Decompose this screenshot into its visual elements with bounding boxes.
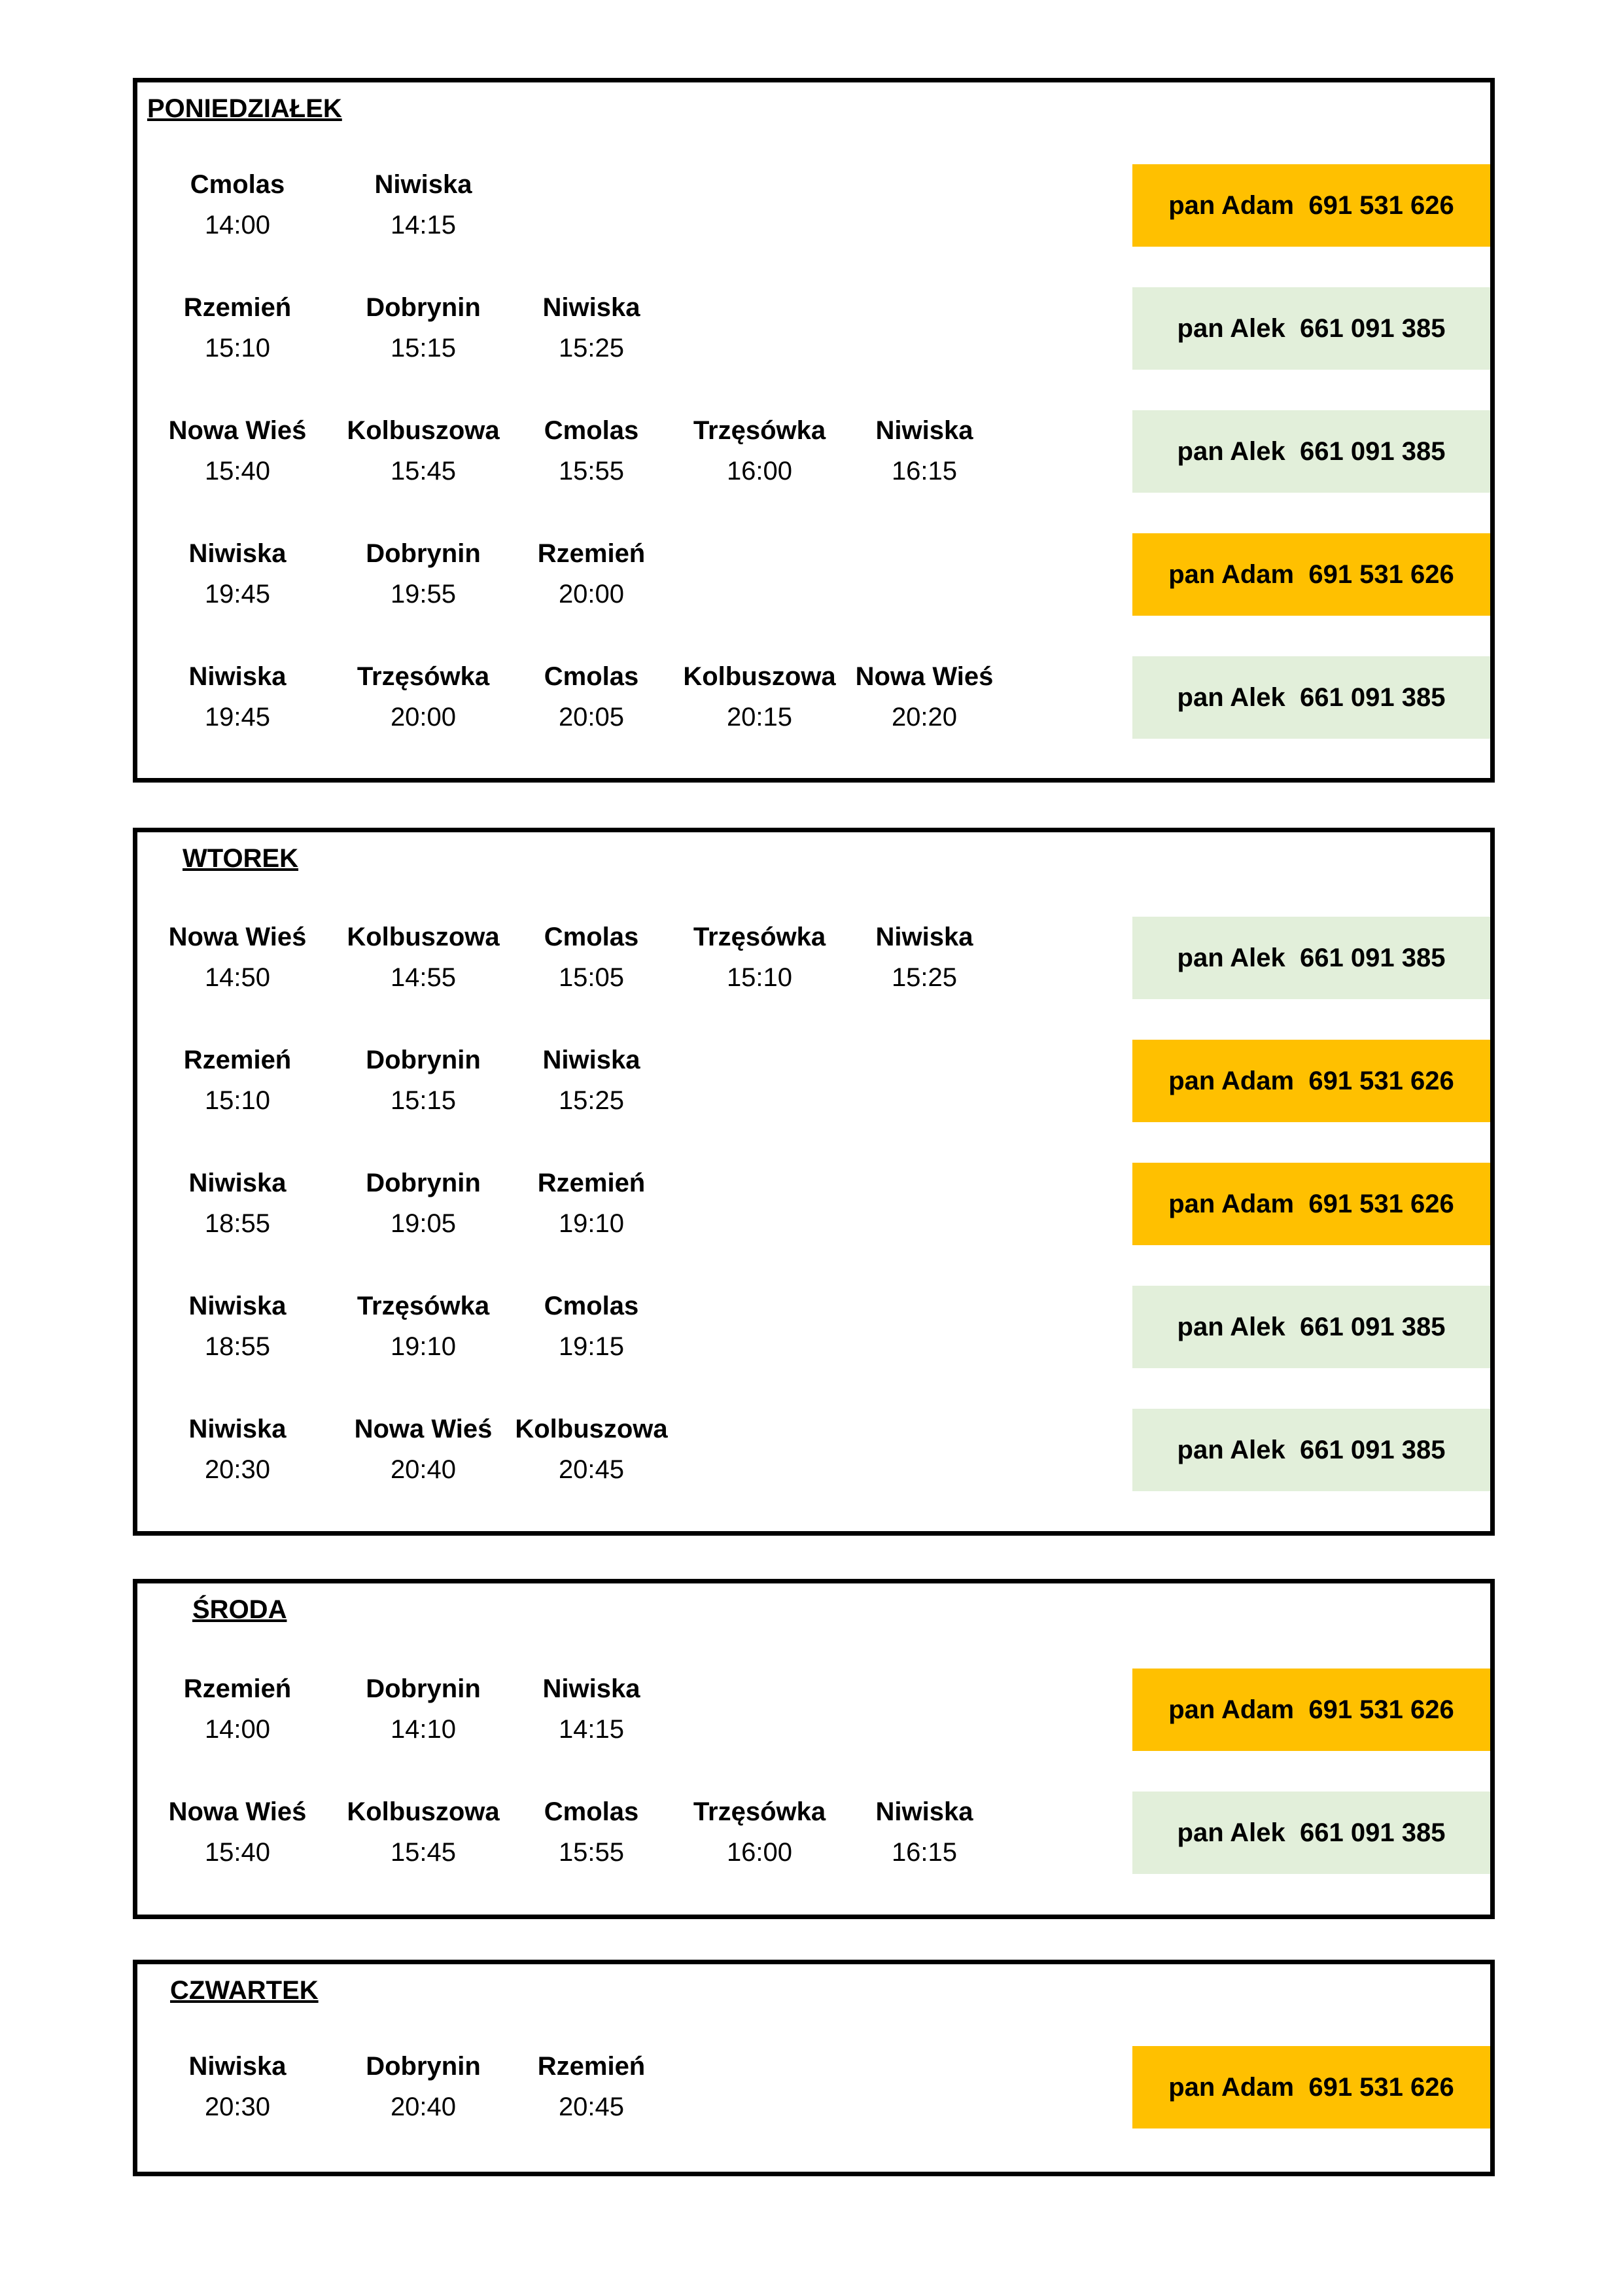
stop-name: Rzemień [183, 1046, 292, 1074]
stop [503, 1409, 680, 1490]
stop-name: Rzemień [537, 2052, 646, 2081]
day-title: WTOREK [183, 844, 299, 873]
stop-time: 15:25 [558, 334, 625, 362]
stop-name: Kolbuszowa [515, 1415, 668, 1443]
stop [335, 1792, 512, 1873]
day-box-wtorek [133, 828, 1495, 1536]
stop-time: 15:40 [204, 457, 271, 486]
stop [503, 656, 680, 737]
stop [149, 1163, 326, 1244]
stop [836, 1792, 1013, 1873]
driver-badge-adam: pan Adam 691 531 626 [1132, 533, 1490, 616]
stop-name: Cmolas [544, 1797, 639, 1826]
stop-time: 15:55 [558, 1838, 625, 1867]
stop-name: Cmolas [544, 923, 639, 951]
stop-time: 16:00 [726, 457, 793, 486]
stop-name: Niwiska [188, 1292, 287, 1320]
stop-time: 20:30 [204, 1455, 271, 1484]
stop-time: 19:45 [204, 580, 271, 609]
stop-time: 18:55 [204, 1332, 271, 1361]
stop [149, 1286, 326, 1367]
stop [836, 656, 1013, 737]
stop-name: Rzemień [537, 1169, 646, 1197]
stop-name: Rzemień [183, 293, 292, 322]
stop-time: 20:00 [558, 580, 625, 609]
stop-time: 20:20 [891, 703, 958, 732]
stop-name: Trzęsówka [357, 1292, 490, 1320]
stop-name: Kolbuszowa [347, 923, 500, 951]
driver-badge-alek: pan Alek 661 091 385 [1132, 1409, 1490, 1491]
stop-time: 15:40 [204, 1838, 271, 1867]
driver-badge-alek: pan Alek 661 091 385 [1132, 1286, 1490, 1368]
stop-time: 15:15 [390, 334, 457, 362]
route-row [137, 1040, 1490, 1122]
stop [503, 1669, 680, 1750]
stop-name: Nowa Wieś [168, 923, 307, 951]
stop [335, 1040, 512, 1121]
stop [503, 917, 680, 998]
stop-time: 20:45 [558, 2093, 625, 2121]
stop-name: Niwiska [542, 293, 640, 322]
stop [149, 1409, 326, 1490]
stop [671, 917, 848, 998]
stop-time: 19:05 [390, 1209, 457, 1238]
stop [335, 164, 512, 245]
route-row [137, 164, 1490, 247]
stop [149, 1040, 326, 1121]
stop [503, 410, 680, 491]
stop-time: 19:55 [390, 580, 457, 609]
stop [503, 2046, 680, 2127]
route-row [137, 410, 1490, 493]
stop-name: Rzemień [183, 1674, 292, 1703]
route-row [137, 1409, 1490, 1491]
stop [335, 2046, 512, 2127]
stop-name: Nowa Wieś [168, 416, 307, 445]
stop-time: 15:55 [558, 457, 625, 486]
route-row [137, 533, 1490, 616]
stop [149, 917, 326, 998]
driver-badge-adam: pan Adam 691 531 626 [1132, 1040, 1490, 1122]
stop-name: Nowa Wieś [354, 1415, 493, 1443]
stop-time: 20:40 [390, 1455, 457, 1484]
stop-name: Nowa Wieś [855, 662, 994, 691]
stop [149, 164, 326, 245]
stop [149, 533, 326, 614]
driver-badge-alek: pan Alek 661 091 385 [1132, 410, 1490, 493]
stop-time: 19:10 [558, 1209, 625, 1238]
route-row [137, 1163, 1490, 1245]
driver-badge-adam: pan Adam 691 531 626 [1132, 1669, 1490, 1751]
stop [503, 533, 680, 614]
driver-badge-alek: pan Alek 661 091 385 [1132, 287, 1490, 370]
stop-name: Niwiska [188, 1169, 287, 1197]
stop-name: Dobrynin [366, 1674, 481, 1703]
stop-name: Niwiska [188, 1415, 287, 1443]
stop-name: Niwiska [875, 416, 973, 445]
stop-name: Cmolas [544, 662, 639, 691]
stop-name: Trzęsówka [357, 662, 490, 691]
day-title: CZWARTEK [170, 1976, 319, 2005]
stop-time: 20:30 [204, 2093, 271, 2121]
stop-name: Niwiska [374, 170, 472, 199]
stop-name: Cmolas [190, 170, 285, 199]
route-row [137, 656, 1490, 739]
stop [503, 1792, 680, 1873]
stop-time: 20:45 [558, 1455, 625, 1484]
stop-name: Niwiska [542, 1046, 640, 1074]
driver-badge-alek: pan Alek 661 091 385 [1132, 1792, 1490, 1874]
stop-name: Trzęsówka [693, 416, 826, 445]
stop-time: 15:10 [204, 334, 271, 362]
stop-time: 20:15 [726, 703, 793, 732]
stop-time: 15:45 [390, 1838, 457, 1867]
stop-time: 18:55 [204, 1209, 271, 1238]
stop [335, 1669, 512, 1750]
stop-time: 15:45 [390, 457, 457, 486]
stop-name: Niwiska [542, 1674, 640, 1703]
stop [335, 533, 512, 614]
stop-name: Dobrynin [366, 539, 481, 568]
stop-time: 14:55 [390, 963, 457, 992]
stop-time: 15:25 [891, 963, 958, 992]
stop [335, 656, 512, 737]
stop-time: 14:50 [204, 963, 271, 992]
route-row [137, 1792, 1490, 1874]
driver-badge-adam: pan Adam 691 531 626 [1132, 2046, 1490, 2128]
day-box-poniedzialek [133, 78, 1495, 783]
driver-badge-alek: pan Alek 661 091 385 [1132, 917, 1490, 999]
day-title: PONIEDZIAŁEK [147, 94, 342, 123]
stop-name: Niwiska [875, 1797, 973, 1826]
stop [503, 1040, 680, 1121]
stop-time: 20:00 [390, 703, 457, 732]
stop-time: 14:15 [390, 211, 457, 239]
stop-name: Trzęsówka [693, 1797, 826, 1826]
stop-name: Kolbuszowa [347, 1797, 500, 1826]
stop [671, 1792, 848, 1873]
stop [503, 1286, 680, 1367]
stop-time: 14:00 [204, 1715, 271, 1744]
route-row [137, 2046, 1490, 2128]
route-row [137, 1669, 1490, 1751]
stop [149, 1792, 326, 1873]
stop [503, 287, 680, 368]
stop [149, 287, 326, 368]
stop [335, 287, 512, 368]
stop-time: 20:40 [390, 2093, 457, 2121]
stop-name: Nowa Wieś [168, 1797, 307, 1826]
stop-time: 16:15 [891, 457, 958, 486]
stop-time: 15:25 [558, 1086, 625, 1115]
stop-name: Dobrynin [366, 1046, 481, 1074]
stop-name: Trzęsówka [693, 923, 826, 951]
stop-name: Rzemień [537, 539, 646, 568]
stop [149, 656, 326, 737]
stop-name: Dobrynin [366, 293, 481, 322]
stop-name: Niwiska [188, 662, 287, 691]
stop-time: 19:10 [390, 1332, 457, 1361]
stop-time: 15:15 [390, 1086, 457, 1115]
stop-name: Dobrynin [366, 1169, 481, 1197]
stop-name: Niwiska [188, 2052, 287, 2081]
stop [335, 917, 512, 998]
stop-time: 15:10 [204, 1086, 271, 1115]
stop-time: 14:15 [558, 1715, 625, 1744]
stop [671, 656, 848, 737]
driver-badge-alek: pan Alek 661 091 385 [1132, 656, 1490, 739]
driver-badge-adam: pan Adam 691 531 626 [1132, 1163, 1490, 1245]
stop-name: Kolbuszowa [347, 416, 500, 445]
stop-time: 16:15 [891, 1838, 958, 1867]
route-row [137, 287, 1490, 370]
stop-time: 15:10 [726, 963, 793, 992]
stop-time: 15:05 [558, 963, 625, 992]
stop [149, 1669, 326, 1750]
stop-name: Niwiska [875, 923, 973, 951]
stop-time: 20:05 [558, 703, 625, 732]
driver-badge-adam: pan Adam 691 531 626 [1132, 164, 1490, 247]
stop [503, 1163, 680, 1244]
stop-time: 14:00 [204, 211, 271, 239]
day-title: ŚRODA [192, 1595, 287, 1624]
stop [335, 1409, 512, 1490]
stop-name: Cmolas [544, 1292, 639, 1320]
stop [335, 1286, 512, 1367]
day-box-sroda [133, 1579, 1495, 1919]
stop-name: Dobrynin [366, 2052, 481, 2081]
stop [335, 410, 512, 491]
stop [149, 2046, 326, 2127]
route-row [137, 917, 1490, 999]
stop-time: 19:45 [204, 703, 271, 732]
stop [149, 410, 326, 491]
stop-time: 19:15 [558, 1332, 625, 1361]
stop [335, 1163, 512, 1244]
stop-time: 16:00 [726, 1838, 793, 1867]
stop [836, 410, 1013, 491]
stop [671, 410, 848, 491]
day-box-czwartek [133, 1960, 1495, 2176]
stop [836, 917, 1013, 998]
route-row [137, 1286, 1490, 1368]
stop-time: 14:10 [390, 1715, 457, 1744]
stop-name: Cmolas [544, 416, 639, 445]
stop-name: Niwiska [188, 539, 287, 568]
stop-name: Kolbuszowa [683, 662, 836, 691]
